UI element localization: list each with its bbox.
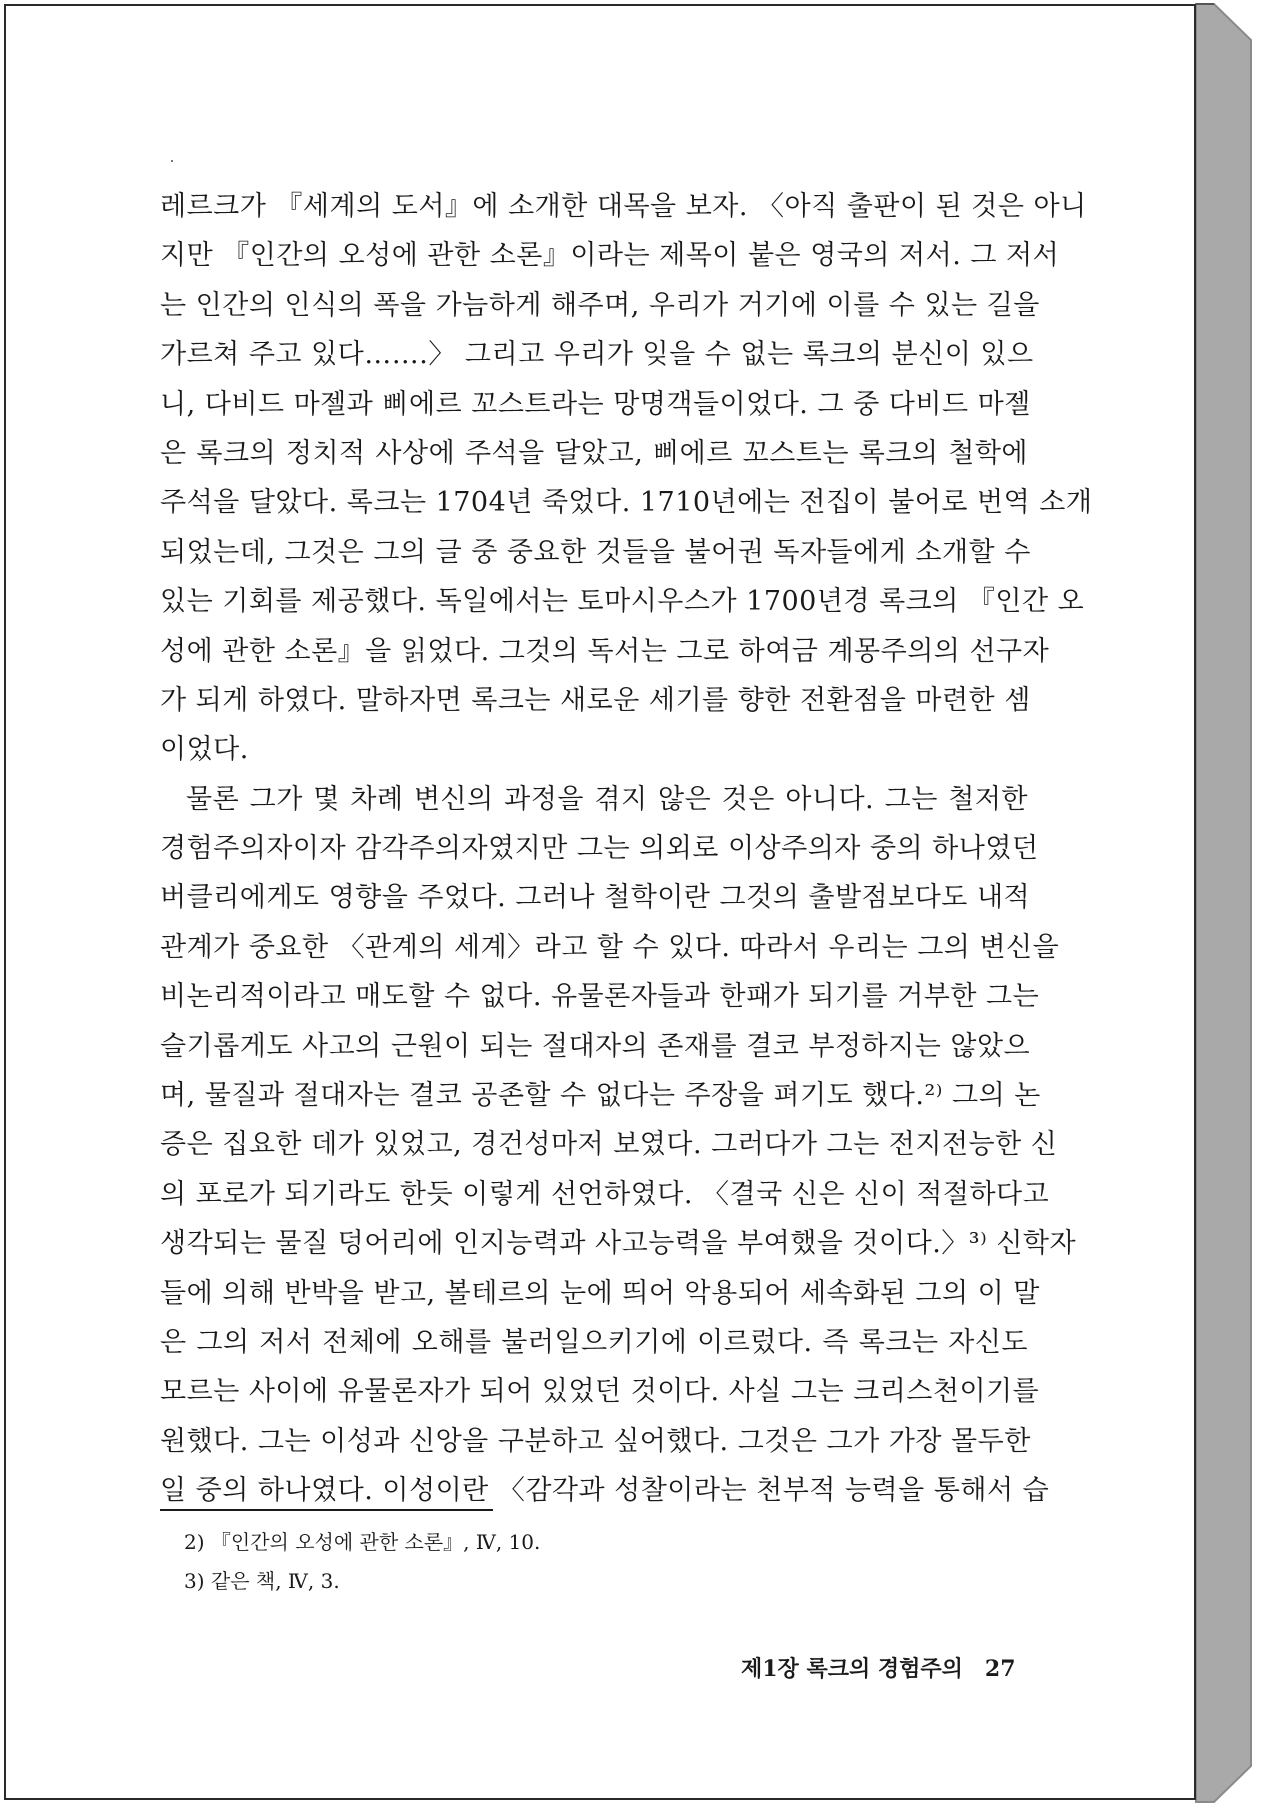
text-line: 니, 다비드 마젤과 삐에르 꼬스트라는 망명객들이었다. 그 중 다비드 마젤 bbox=[160, 388, 1031, 420]
footnote: 3) 같은 책, Ⅳ, 3. bbox=[184, 1569, 340, 1593]
text-line: 물론 그가 몇 차례 변신의 과정을 겪지 않은 것은 아니다. 그는 철저한 bbox=[186, 783, 1028, 815]
text-line: 경험주의자이자 감각주의자였지만 그는 의외로 이상주의자 중의 하나였던 bbox=[160, 833, 1039, 865]
text-line: 주석을 달았다. 록크는 1704년 죽었다. 1710년에는 전집이 불어로 번역 소개 bbox=[160, 487, 1093, 519]
running-footer bbox=[741, 1652, 1016, 1683]
footnotes bbox=[184, 1523, 540, 1601]
print-speck bbox=[171, 160, 173, 162]
text-line: 의 포로가 되기라도 한듯 이렇게 선언하였다. 〈결국 신은 신이 적절하다고 bbox=[160, 1178, 1050, 1210]
text-line: 은 그의 저서 전체에 오해를 불러일으키기에 이르렀다. 즉 록크는 자신도 bbox=[160, 1326, 1028, 1358]
text-line: 레르크가 『세계의 도서』에 소개한 대목을 보자. 〈아직 출판이 된 것은 아니 bbox=[160, 191, 1087, 222]
text-line: 들에 의해 반박을 받고, 볼테르의 눈에 띄어 악용되어 세속화된 그의 이 말 bbox=[160, 1277, 1040, 1309]
text-line: 며, 물질과 절대자는 결코 공존할 수 없다는 주장을 펴기도 했다.²⁾ 그의 논 bbox=[160, 1080, 1041, 1112]
text-line: 성에 관한 소론』을 읽었다. 그것의 독서는 그로 하여금 계몽주의의 선구자 bbox=[160, 635, 1050, 667]
page-number: 27 bbox=[984, 1656, 1016, 1682]
text-line: 일 중의 하나였다. 이성이란 〈감각과 성찰이라는 천부적 능력을 통해서 습 bbox=[160, 1475, 1050, 1507]
text-line: 원했다. 그는 이성과 신앙을 구분하고 싶어했다. 그것은 그가 가장 몰두한 bbox=[160, 1425, 1031, 1457]
text-line: 은 록크의 정치적 사상에 주석을 달았고, 삐에르 꼬스트는 록크의 철학에 bbox=[160, 437, 1028, 469]
body-text bbox=[160, 182, 1093, 1516]
footnote-divider bbox=[160, 1509, 493, 1511]
text-line: 되었는데, 그것은 그의 글 중 중요한 것들을 불어권 독자들에게 소개할 수 bbox=[160, 536, 1031, 568]
text-line: 있는 기회를 제공했다. 독일에서는 토마시우스가 1700년경 록크의 『인간 오 bbox=[160, 586, 1085, 618]
chapter-title: 제1장 록크의 경험주의 bbox=[741, 1656, 963, 1682]
text-line: 비논리적이라고 매도할 수 없다. 유물론자들과 한패가 되기를 거부한 그는 bbox=[160, 981, 1040, 1013]
text-line: 는 인간의 인식의 폭을 가늠하게 해주며, 우리가 거기에 이를 수 있는 길을 bbox=[160, 289, 1040, 321]
footnote: 2) 『인간의 오성에 관한 소론』, Ⅳ, 10. bbox=[184, 1530, 541, 1554]
text-line: 지만 『인간의 오성에 관한 소론』이라는 제목이 붙은 영국의 저서. 그 저서 bbox=[160, 240, 1060, 272]
text-line: 모르는 사이에 유물론자가 되어 있었던 것이다. 사실 그는 크리스천이기를 bbox=[160, 1376, 1040, 1408]
text-line: 관계가 중요한 〈관계의 세계〉라고 할 수 있다. 따라서 우리는 그의 변신을 bbox=[160, 931, 1060, 963]
text-line: 증은 집요한 데가 있었고, 경건성마저 보였다. 그러다가 그는 전지전능한 신 bbox=[160, 1129, 1058, 1161]
text-line: 가 되게 하였다. 말하자면 록크는 새로운 세기를 향한 전환점을 마련한 셈 bbox=[160, 684, 1031, 716]
text-line: 이었다. bbox=[160, 734, 249, 766]
text-line: 가르쳐 주고 있다…….〉 그리고 우리가 잊을 수 없는 록크의 분신이 있으 bbox=[160, 339, 1034, 371]
text-line: 슬기롭게도 사고의 근원이 되는 절대자의 존재를 결코 부정하지는 않았으 bbox=[160, 1030, 1031, 1062]
text-line: 버클리에게도 영향을 주었다. 그러나 철학이란 그것의 출발점보다도 내적 bbox=[160, 882, 1031, 914]
text-line: 생각되는 물질 덩어리에 인지능력과 사고능력을 부여했을 것이다.〉³⁾ 신학자 bbox=[160, 1228, 1077, 1260]
